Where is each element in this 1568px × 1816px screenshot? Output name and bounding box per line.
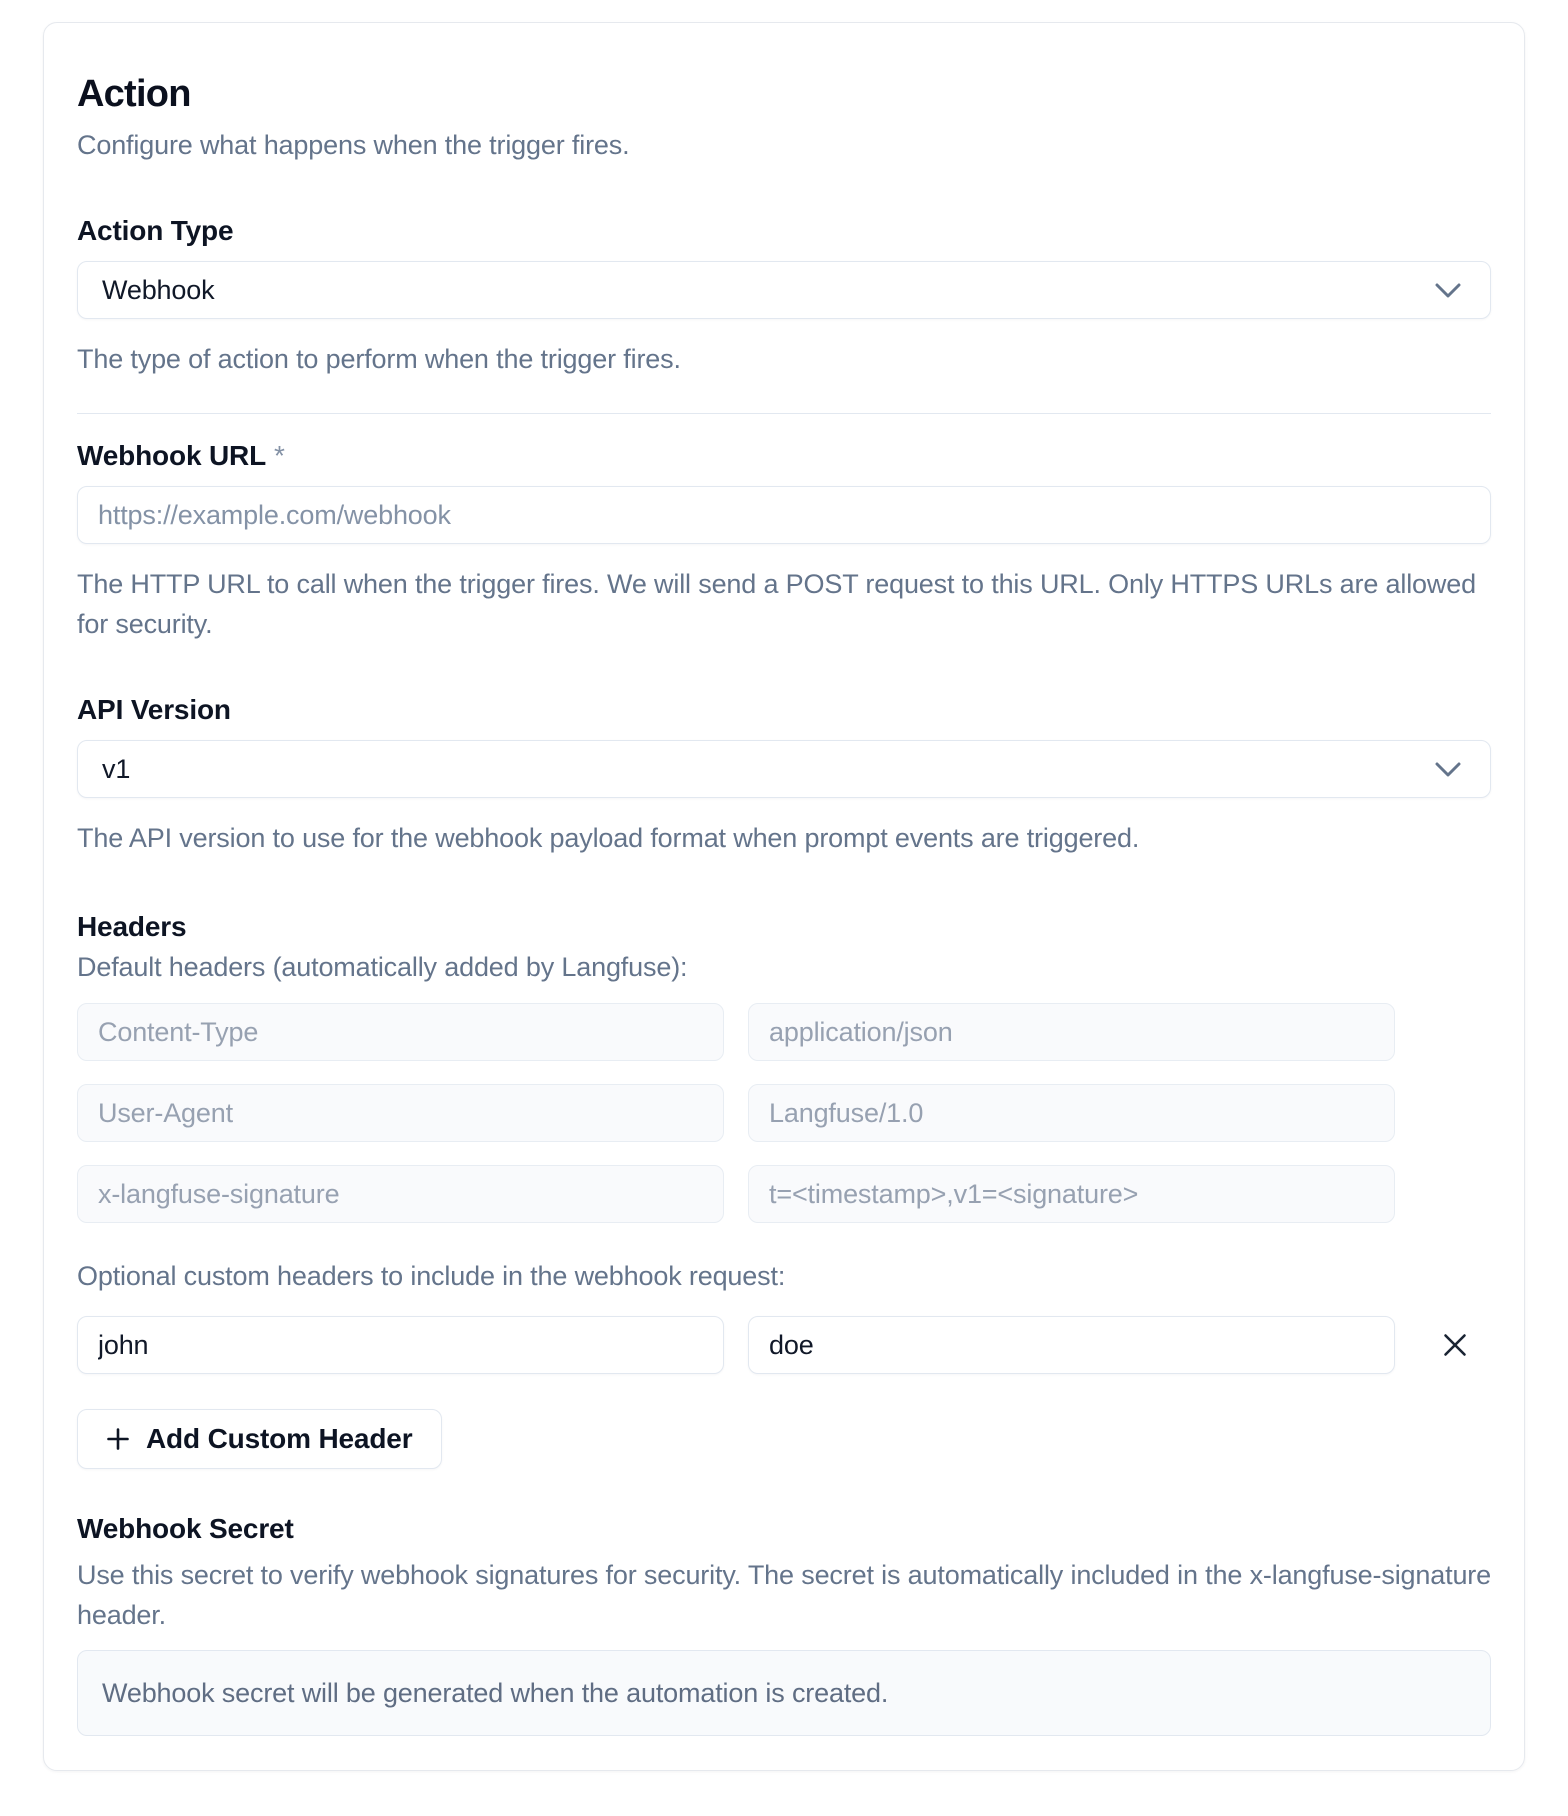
chevron-down-icon bbox=[1435, 762, 1461, 777]
action-type-select[interactable] bbox=[77, 261, 1491, 319]
default-header-value-input bbox=[748, 1084, 1395, 1142]
api-version-helper: The API version to use for the webhook payload format when prompt events are triggered. bbox=[77, 823, 1140, 853]
action-type-helper: The type of action to perform when the trigger fires. bbox=[77, 344, 681, 374]
webhook-url-label-text: Webhook URL bbox=[77, 440, 267, 471]
api-version-select[interactable] bbox=[77, 740, 1491, 798]
api-version-label: API Version bbox=[77, 694, 231, 725]
page-title: Action bbox=[77, 73, 191, 115]
webhook-url-label bbox=[77, 442, 1491, 470]
default-headers-label: Default headers (automatically added by Langfuse): bbox=[77, 952, 688, 982]
action-type-label: Action Type bbox=[77, 215, 234, 246]
default-header-row bbox=[77, 1165, 1491, 1223]
custom-header-value-input[interactable] bbox=[748, 1316, 1395, 1374]
add-custom-header-label: Add Custom Header bbox=[146, 1423, 413, 1454]
headers-label: Headers bbox=[77, 911, 187, 942]
custom-header-name-input[interactable] bbox=[77, 1316, 724, 1374]
api-version-value: v1 bbox=[102, 753, 131, 784]
default-header-value-input bbox=[748, 1003, 1395, 1061]
default-header-row bbox=[77, 1084, 1491, 1142]
webhook-secret-placeholder-text: Webhook secret will be generated when the automation is created. bbox=[102, 1677, 889, 1708]
webhook-secret-label: Webhook Secret bbox=[77, 1513, 294, 1544]
webhook-secret-description: Use this secret to verify webhook signatures for security. The secret is automatically included in the x-langfuse-signature header. bbox=[77, 1560, 1491, 1630]
default-header-value-input bbox=[748, 1165, 1395, 1223]
chevron-down-icon bbox=[1435, 283, 1461, 298]
section-divider bbox=[77, 413, 1491, 414]
default-header-name-input bbox=[77, 1003, 724, 1061]
default-header-name-input bbox=[77, 1165, 724, 1223]
required-asterisk: * bbox=[274, 440, 285, 471]
default-header-row bbox=[77, 1003, 1491, 1061]
webhook-url-helper: The HTTP URL to call when the trigger fires. We will send a POST request to this URL. Only HTTPS URLs are allowed for security. bbox=[77, 569, 1476, 639]
remove-header-button[interactable] bbox=[1429, 1319, 1481, 1371]
add-custom-header-button[interactable] bbox=[77, 1409, 442, 1469]
action-type-value: Webhook bbox=[102, 274, 215, 305]
custom-headers-label: Optional custom headers to include in the webhook request: bbox=[77, 1261, 786, 1291]
plus-icon bbox=[107, 1428, 129, 1450]
action-config-card bbox=[43, 22, 1525, 1771]
webhook-url-input[interactable] bbox=[77, 486, 1491, 544]
webhook-secret-placeholder-box bbox=[77, 1650, 1491, 1736]
default-header-name-input bbox=[77, 1084, 724, 1142]
page-subtitle: Configure what happens when the trigger fires. bbox=[77, 130, 630, 160]
custom-header-row bbox=[77, 1316, 1491, 1374]
x-icon bbox=[1443, 1333, 1467, 1357]
